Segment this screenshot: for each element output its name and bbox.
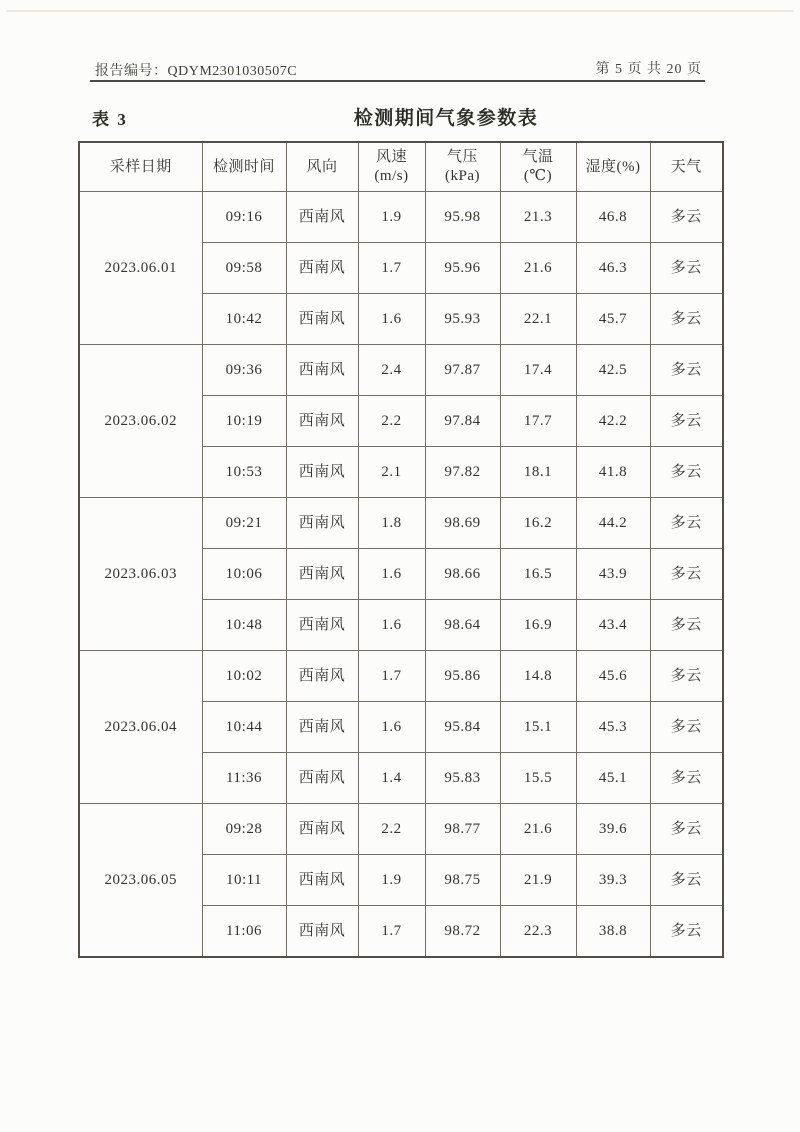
cell-wind-speed: 2.1 <box>358 447 425 498</box>
cell-detect-time: 09:58 <box>202 243 286 294</box>
cell-humidity: 45.1 <box>576 753 650 804</box>
cell-wind-direction: 西南风 <box>286 192 358 243</box>
cell-temperature: 16.9 <box>500 600 576 651</box>
cell-weather: 多云 <box>650 447 723 498</box>
cell-wind-speed: 1.6 <box>358 600 425 651</box>
cell-wind-direction: 西南风 <box>286 294 358 345</box>
report-number: 报告编号：QDYM2301030507C <box>95 64 298 79</box>
cell-weather: 多云 <box>650 192 723 243</box>
cell-weather: 多云 <box>650 345 723 396</box>
cell-detect-time: 11:36 <box>202 753 286 804</box>
table-caption-number: 表 3 <box>92 110 128 129</box>
cell-weather: 多云 <box>650 651 723 702</box>
cell-humidity: 43.9 <box>576 549 650 600</box>
cell-wind-speed: 2.2 <box>358 396 425 447</box>
cell-detect-time: 10:11 <box>202 855 286 906</box>
col-header-detect-time: 检测时间 <box>202 142 286 192</box>
cell-wind-direction: 西南风 <box>286 345 358 396</box>
cell-wind-speed: 1.4 <box>358 753 425 804</box>
cell-weather: 多云 <box>650 804 723 855</box>
cell-wind-speed: 1.7 <box>358 651 425 702</box>
cell-humidity: 44.2 <box>576 498 650 549</box>
cell-wind-speed: 1.6 <box>358 549 425 600</box>
cell-pressure: 95.93 <box>425 294 500 345</box>
cell-temperature: 16.2 <box>500 498 576 549</box>
table-row <box>79 345 723 396</box>
cell-detect-time: 10:19 <box>202 396 286 447</box>
cell-humidity: 42.5 <box>576 345 650 396</box>
cell-temperature: 22.1 <box>500 294 576 345</box>
table-row <box>79 498 723 549</box>
table-row <box>79 804 723 855</box>
cell-pressure: 97.87 <box>425 345 500 396</box>
table-caption-title: 检测期间气象参数表 <box>353 108 539 129</box>
cell-weather: 多云 <box>650 294 723 345</box>
cell-wind-direction: 西南风 <box>286 906 358 958</box>
col-header-wind-speed: 风速 (m/s) <box>358 142 425 192</box>
cell-wind-direction: 西南风 <box>286 447 358 498</box>
table-row <box>79 192 723 243</box>
cell-weather: 多云 <box>650 600 723 651</box>
cell-temperature: 21.3 <box>500 192 576 243</box>
weather-parameters-table <box>78 141 724 958</box>
cell-pressure: 97.82 <box>425 447 500 498</box>
cell-wind-speed: 1.9 <box>358 855 425 906</box>
cell-detect-time: 09:36 <box>202 345 286 396</box>
cell-weather: 多云 <box>650 243 723 294</box>
cell-sample-date: 2023.06.04 <box>79 651 202 804</box>
cell-humidity: 45.7 <box>576 294 650 345</box>
cell-wind-speed: 1.8 <box>358 498 425 549</box>
cell-wind-direction: 西南风 <box>286 396 358 447</box>
col-header-pressure: 气压 (kPa) <box>425 142 500 192</box>
cell-weather: 多云 <box>650 906 723 958</box>
cell-sample-date: 2023.06.02 <box>79 345 202 498</box>
cell-pressure: 95.98 <box>425 192 500 243</box>
cell-wind-direction: 西南风 <box>286 600 358 651</box>
page-number: 第 5 页 共 20 页 <box>595 62 702 77</box>
cell-weather: 多云 <box>650 855 723 906</box>
cell-temperature: 21.9 <box>500 855 576 906</box>
cell-pressure: 98.72 <box>425 906 500 958</box>
cell-weather: 多云 <box>650 549 723 600</box>
cell-humidity: 39.3 <box>576 855 650 906</box>
cell-wind-direction: 西南风 <box>286 243 358 294</box>
cell-detect-time: 10:02 <box>202 651 286 702</box>
cell-weather: 多云 <box>650 702 723 753</box>
cell-humidity: 43.4 <box>576 600 650 651</box>
col-header-weather: 天气 <box>650 142 723 192</box>
cell-humidity: 39.6 <box>576 804 650 855</box>
cell-detect-time: 10:53 <box>202 447 286 498</box>
col-header-humidity: 湿度(%) <box>576 142 650 192</box>
cell-pressure: 95.86 <box>425 651 500 702</box>
cell-pressure: 95.83 <box>425 753 500 804</box>
cell-wind-speed: 1.6 <box>358 702 425 753</box>
cell-sample-date: 2023.06.01 <box>79 192 202 345</box>
cell-temperature: 15.1 <box>500 702 576 753</box>
cell-pressure: 98.64 <box>425 600 500 651</box>
cell-pressure: 98.69 <box>425 498 500 549</box>
cell-humidity: 46.8 <box>576 192 650 243</box>
cell-temperature: 22.3 <box>500 906 576 958</box>
cell-humidity: 46.3 <box>576 243 650 294</box>
cell-wind-speed: 2.4 <box>358 345 425 396</box>
cell-temperature: 17.4 <box>500 345 576 396</box>
cell-temperature: 21.6 <box>500 243 576 294</box>
cell-pressure: 95.84 <box>425 702 500 753</box>
cell-temperature: 18.1 <box>500 447 576 498</box>
cell-humidity: 41.8 <box>576 447 650 498</box>
cell-pressure: 98.77 <box>425 804 500 855</box>
cell-temperature: 16.5 <box>500 549 576 600</box>
col-header-temperature: 气温 (℃) <box>500 142 576 192</box>
cell-wind-direction: 西南风 <box>286 549 358 600</box>
cell-sample-date: 2023.06.03 <box>79 498 202 651</box>
cell-detect-time: 09:16 <box>202 192 286 243</box>
cell-detect-time: 10:48 <box>202 600 286 651</box>
col-header-sample-date: 采样日期 <box>79 142 202 192</box>
cell-wind-direction: 西南风 <box>286 498 358 549</box>
scan-artifact-line <box>6 10 794 12</box>
cell-wind-direction: 西南风 <box>286 753 358 804</box>
cell-detect-time: 09:21 <box>202 498 286 549</box>
cell-pressure: 97.84 <box>425 396 500 447</box>
cell-weather: 多云 <box>650 753 723 804</box>
cell-wind-speed: 1.7 <box>358 906 425 958</box>
cell-pressure: 98.66 <box>425 549 500 600</box>
header-divider <box>90 80 705 82</box>
cell-detect-time: 11:06 <box>202 906 286 958</box>
cell-wind-speed: 1.7 <box>358 243 425 294</box>
cell-wind-speed: 2.2 <box>358 804 425 855</box>
cell-wind-speed: 1.9 <box>358 192 425 243</box>
cell-humidity: 38.8 <box>576 906 650 958</box>
cell-wind-speed: 1.6 <box>358 294 425 345</box>
cell-detect-time: 10:06 <box>202 549 286 600</box>
cell-temperature: 21.6 <box>500 804 576 855</box>
cell-weather: 多云 <box>650 498 723 549</box>
cell-temperature: 17.7 <box>500 396 576 447</box>
table-row <box>79 651 723 702</box>
cell-detect-time: 10:44 <box>202 702 286 753</box>
cell-detect-time: 10:42 <box>202 294 286 345</box>
cell-wind-direction: 西南风 <box>286 804 358 855</box>
cell-wind-direction: 西南风 <box>286 702 358 753</box>
cell-sample-date: 2023.06.05 <box>79 804 202 958</box>
cell-humidity: 45.3 <box>576 702 650 753</box>
cell-humidity: 45.6 <box>576 651 650 702</box>
table-header-row <box>79 142 723 192</box>
cell-pressure: 98.75 <box>425 855 500 906</box>
cell-detect-time: 09:28 <box>202 804 286 855</box>
cell-pressure: 95.96 <box>425 243 500 294</box>
cell-wind-direction: 西南风 <box>286 651 358 702</box>
col-header-wind-direction: 风向 <box>286 142 358 192</box>
cell-humidity: 42.2 <box>576 396 650 447</box>
cell-temperature: 15.5 <box>500 753 576 804</box>
cell-wind-direction: 西南风 <box>286 855 358 906</box>
cell-weather: 多云 <box>650 396 723 447</box>
cell-temperature: 14.8 <box>500 651 576 702</box>
